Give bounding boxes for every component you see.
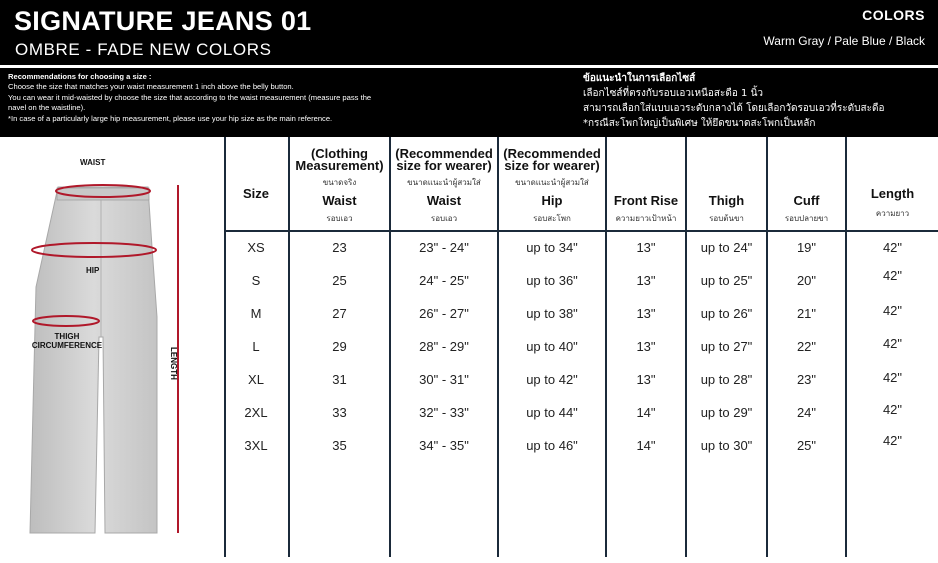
header-label: Front Rise — [613, 193, 679, 208]
cell-recommended-hip: up to 34" — [526, 240, 578, 255]
cell-clothing-waist: 27 — [332, 306, 347, 321]
header-qualifier-line: Measurement) — [295, 158, 384, 173]
jeans-illustration-icon — [0, 137, 224, 563]
header-clothing-waist — [290, 137, 389, 229]
cell-thigh: up to 30" — [700, 438, 753, 453]
header-label: Waist — [322, 193, 357, 208]
cell-length: 42" — [882, 433, 903, 448]
cell-recommended-waist: 24" - 25" — [419, 273, 469, 288]
recommendations-english — [8, 72, 568, 124]
cell-front-rise: 13" — [636, 306, 656, 321]
recommendations-en-line: *In case of a particularly large hip measurement, please use your hip size as the main reference. — [8, 113, 333, 123]
cell-front-rise: 13" — [636, 240, 656, 255]
header-label: Thigh — [708, 193, 745, 208]
header-qualifier-thai: ขนาดแนะนำผู้สวมใส่ — [407, 178, 481, 187]
header-qualifier-thai: ขนาดจริง — [322, 178, 357, 187]
cell-thigh: up to 25" — [700, 273, 753, 288]
product-title: SIGNATURE JEANS 01 — [14, 6, 312, 36]
header-sublabel-thai: รอบปลายขา — [784, 214, 829, 223]
recommendations-th-line: สามารถเลือกใส่แบบเอวระดับกลางได้ โดยเลือกวัดรอบเอวที่ระดับสะดือ — [583, 103, 885, 114]
header-banner — [0, 0, 938, 65]
header-front-rise — [607, 137, 685, 229]
header-recommended-hip — [499, 137, 605, 229]
cell-thigh: up to 27" — [700, 339, 753, 354]
cell-length: 42" — [882, 303, 903, 318]
product-subtitle: OMBRE - FADE NEW COLORS — [15, 40, 272, 59]
header-qualifier-line: size for wearer) — [396, 158, 492, 173]
cell-recommended-hip: up to 46" — [526, 438, 578, 453]
cell-length: 42" — [882, 402, 903, 417]
cell-size: 3XL — [244, 438, 268, 453]
thigh-label-line: THIGH — [54, 332, 80, 341]
cell-front-rise: 14" — [636, 438, 656, 453]
recommendations-th-line: *กรณีสะโพกใหญ่เป็นพิเศษ ให้ยึดขนาดสะโพกเป็นหลัก — [583, 118, 816, 129]
cell-clothing-waist: 29 — [332, 339, 347, 354]
cell-cuff: 19" — [796, 240, 817, 255]
recommendations-th-title: ข้อแนะนำในการเลือกไซส์ — [583, 73, 696, 84]
thigh-label-line: CIRCUMFERENCE — [31, 341, 103, 350]
jeans-waistband-shape — [57, 188, 149, 200]
cell-cuff: 23" — [796, 372, 817, 387]
header-length — [847, 137, 938, 229]
recommendations-en-line: navel on the waistline). — [8, 103, 86, 113]
cell-recommended-hip: up to 36" — [526, 273, 578, 288]
header-cuff — [768, 137, 845, 229]
header-sublabel-thai: รอบต้นขา — [709, 214, 744, 223]
cell-recommended-waist: 34" - 35" — [419, 438, 469, 453]
header-qualifier-line: (Recommended — [503, 146, 601, 161]
header-qualifier-line: (Recommended — [395, 146, 493, 161]
waist-label: WAIST — [80, 158, 106, 167]
cell-recommended-waist: 23" - 24" — [419, 240, 469, 255]
colors-list: Warm Gray / Pale Blue / Black — [763, 34, 925, 48]
cell-length: 42" — [882, 268, 903, 283]
header-sublabel-thai: รอบสะโพก — [533, 214, 571, 223]
header-qualifier — [391, 148, 497, 172]
cell-length: 42" — [882, 240, 903, 255]
header-qualifier-line: (Clothing — [310, 146, 369, 161]
header-divider — [224, 230, 938, 232]
recommendations-banner — [0, 68, 938, 137]
header-recommended-waist — [391, 137, 497, 229]
cell-size: L — [252, 339, 260, 354]
cell-size: XS — [247, 240, 265, 255]
cell-length: 42" — [882, 370, 903, 385]
cell-clothing-waist: 31 — [332, 372, 347, 387]
recommendations-en-line: Choose the size that matches your waist measurement 1 inch above the belly button. — [8, 82, 294, 92]
recommendations-th-line: เลือกไซส์ที่ตรงกับรอบเอวเหนือสะดือ 1 นิ้ว — [583, 88, 764, 99]
thigh-label — [22, 332, 112, 350]
cell-size: M — [250, 306, 262, 321]
cell-recommended-waist: 28" - 29" — [419, 339, 469, 354]
header-qualifier — [290, 148, 389, 172]
cell-clothing-waist: 25 — [332, 273, 347, 288]
cell-recommended-hip: up to 42" — [526, 372, 578, 387]
cell-clothing-waist: 35 — [332, 438, 347, 453]
header-label: Waist — [426, 193, 462, 208]
header-sublabel-thai: รอบเอว — [326, 214, 353, 223]
header-label: Length — [870, 186, 915, 201]
recommendations-en-title: Recommendations for choosing a size : — [8, 72, 152, 81]
cell-cuff: 22" — [796, 339, 817, 354]
cell-recommended-waist: 32" - 33" — [419, 405, 469, 420]
cell-thigh: up to 28" — [700, 372, 753, 387]
cell-clothing-waist: 33 — [332, 405, 347, 420]
cell-clothing-waist: 23 — [332, 240, 347, 255]
header-size — [224, 137, 288, 229]
header-qualifier-line: size for wearer) — [504, 158, 600, 173]
cell-front-rise: 13" — [636, 339, 656, 354]
header-sublabel-thai: รอบเอว — [430, 214, 458, 223]
cell-recommended-hip: up to 44" — [526, 405, 578, 420]
cell-thigh: up to 24" — [700, 240, 753, 255]
cell-cuff: 21" — [796, 306, 817, 321]
jeans-body-shape — [30, 187, 157, 533]
cell-recommended-waist: 26" - 27" — [419, 306, 469, 321]
header-label: Hip — [541, 193, 563, 208]
recommendations-thai — [583, 71, 933, 131]
cell-thigh: up to 29" — [700, 405, 753, 420]
header-qualifier — [499, 148, 605, 172]
header-thigh — [687, 137, 766, 229]
cell-size: S — [251, 273, 261, 288]
header-label: Size — [242, 186, 269, 201]
header-sublabel-thai: ความยาว — [875, 209, 910, 218]
cell-recommended-hip: up to 38" — [526, 306, 578, 321]
cell-recommended-waist: 30" - 31" — [419, 372, 469, 387]
cell-cuff: 25" — [796, 438, 817, 453]
recommendations-en-line: You can wear it mid-waisted by choose the size that according to the waist measurement (measure pass the — [8, 92, 372, 102]
cell-front-rise: 13" — [636, 273, 656, 288]
size-chart-table — [224, 137, 938, 563]
jeans-measurement-diagram — [0, 137, 224, 563]
cell-length: 42" — [882, 336, 903, 351]
header-qualifier-thai: ขนาดแนะนำผู้สวมใส่ — [515, 178, 589, 187]
hip-label: HIP — [86, 266, 100, 275]
cell-recommended-hip: up to 40" — [526, 339, 578, 354]
cell-front-rise: 14" — [636, 405, 656, 420]
cell-thigh: up to 26" — [700, 306, 753, 321]
header-label: Cuff — [793, 193, 820, 208]
cell-size: 2XL — [244, 405, 268, 420]
cell-front-rise: 13" — [636, 372, 656, 387]
colors-heading: COLORS — [862, 7, 925, 23]
length-label: LENGTH — [169, 347, 178, 380]
cell-size: XL — [248, 372, 264, 387]
cell-cuff: 24" — [796, 405, 817, 420]
header-sublabel-thai: ความยาวเป้าหน้า — [615, 214, 677, 223]
cell-cuff: 20" — [796, 273, 817, 288]
